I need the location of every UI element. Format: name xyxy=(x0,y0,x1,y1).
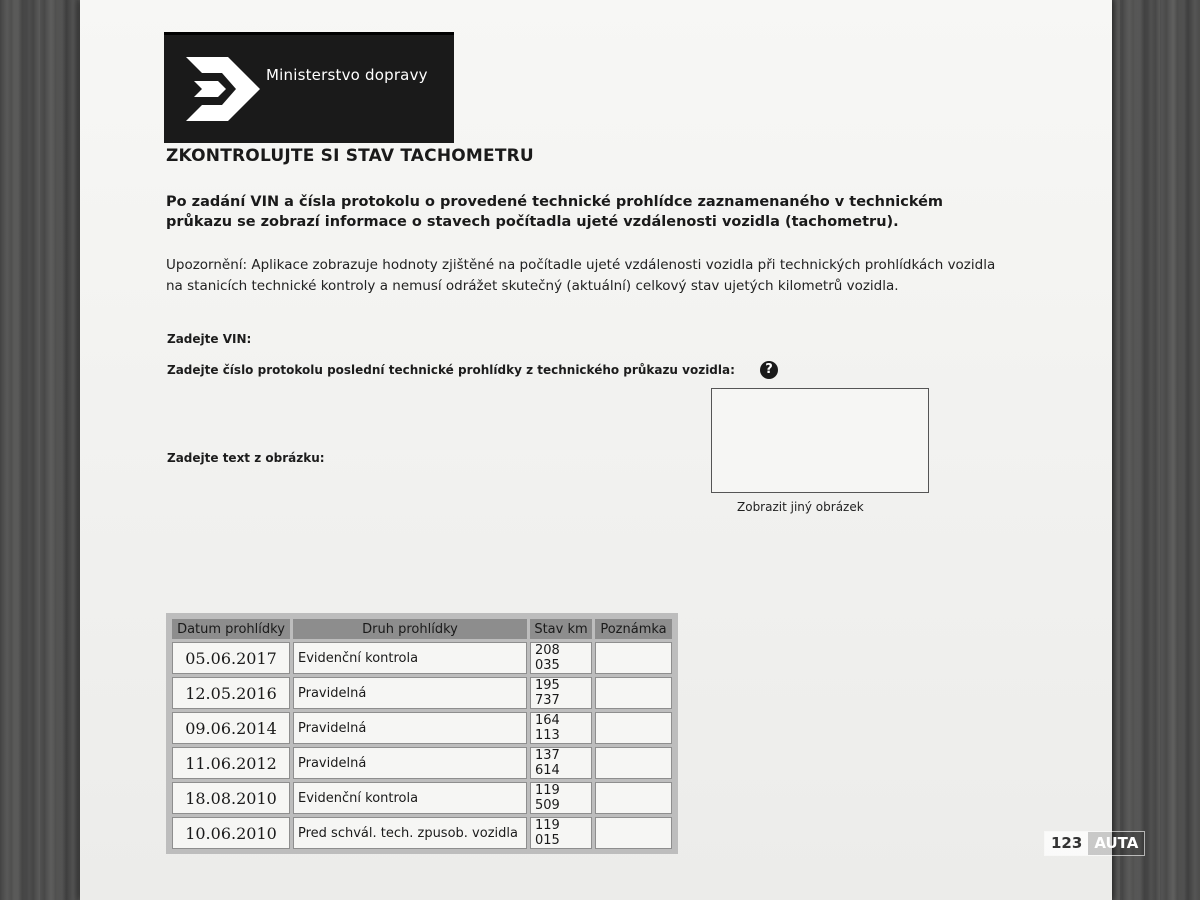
cell-km: 119 509 xyxy=(530,782,592,814)
vin-label: Zadejte VIN: xyxy=(167,332,252,346)
cell-type: Pravidelná xyxy=(293,677,527,709)
cell-km: 195 737 xyxy=(530,677,592,709)
watermark-text: AUTA xyxy=(1088,832,1144,855)
inspection-table xyxy=(166,613,678,854)
col-header-note: Poznámka xyxy=(595,619,672,639)
paper-sheet xyxy=(80,0,1112,900)
cell-note xyxy=(595,712,672,744)
cell-type: Evidenční kontrola xyxy=(293,782,527,814)
captcha-label: Zadejte text z obrázku: xyxy=(167,451,325,465)
cell-km: 164 113 xyxy=(530,712,592,744)
table-row xyxy=(172,642,672,674)
cell-type: Pred schvál. tech. zpusob. vozidla xyxy=(293,817,527,849)
help-icon[interactable]: ? xyxy=(760,361,778,379)
protocol-label: Zadejte číslo protokolu poslední technické prohlídky z technického průkazu vozidla: xyxy=(167,363,735,377)
warning-text: Upozornění: Aplikace zobrazuje hodnoty zjištěné na počítadle ujeté vzdálenosti vozidla při technických prohlídkách vozidla na stanicích technické kontroly a nemusí odrážet skutečný (aktuální) celkový stav ujetých kilometrů vozidla. xyxy=(166,257,996,294)
page-title: ZKONTROLUJTE SI STAV TACHOMETRU xyxy=(166,146,534,166)
cell-note xyxy=(595,782,672,814)
cell-km: 119 015 xyxy=(530,817,592,849)
cell-km: 208 035 xyxy=(530,642,592,674)
table-row xyxy=(172,782,672,814)
cell-date: 09.06.2014 xyxy=(172,712,290,744)
refresh-captcha-link[interactable]: Zobrazit jiný obrázek xyxy=(737,500,864,514)
ministry-logo xyxy=(164,32,454,143)
cell-type: Pravidelná xyxy=(293,712,527,744)
site-watermark xyxy=(1044,831,1145,856)
col-header-km: Stav km xyxy=(530,619,592,639)
table-row xyxy=(172,817,672,849)
table-row xyxy=(172,712,672,744)
intro-text: Po zadání VIN a čísla protokolu o provedené technické prohlídce zaznamenaného v technickém průkazu se zobrazí informace o stavech počítadla ujeté vzdálenosti vozidla (tachometru). xyxy=(166,194,944,230)
cell-date: 11.06.2012 xyxy=(172,747,290,779)
captcha-image xyxy=(711,388,929,493)
cell-type: Evidenční kontrola xyxy=(293,642,527,674)
watermark-number: 123 xyxy=(1045,832,1088,855)
cell-note xyxy=(595,642,672,674)
col-header-date: Datum prohlídky xyxy=(172,619,290,639)
cell-date: 18.08.2010 xyxy=(172,782,290,814)
table-row xyxy=(172,747,672,779)
ministry-arrow-logo-icon xyxy=(184,55,262,123)
table-header-row xyxy=(172,619,672,639)
cell-date: 10.06.2010 xyxy=(172,817,290,849)
col-header-type: Druh prohlídky xyxy=(293,619,527,639)
cell-note xyxy=(595,747,672,779)
cell-note xyxy=(595,817,672,849)
table-row xyxy=(172,677,672,709)
cell-date: 12.05.2016 xyxy=(172,677,290,709)
logo-text: Ministerstvo dopravy xyxy=(266,66,428,84)
cell-km: 137 614 xyxy=(530,747,592,779)
cell-note xyxy=(595,677,672,709)
cell-date: 05.06.2017 xyxy=(172,642,290,674)
cell-type: Pravidelná xyxy=(293,747,527,779)
